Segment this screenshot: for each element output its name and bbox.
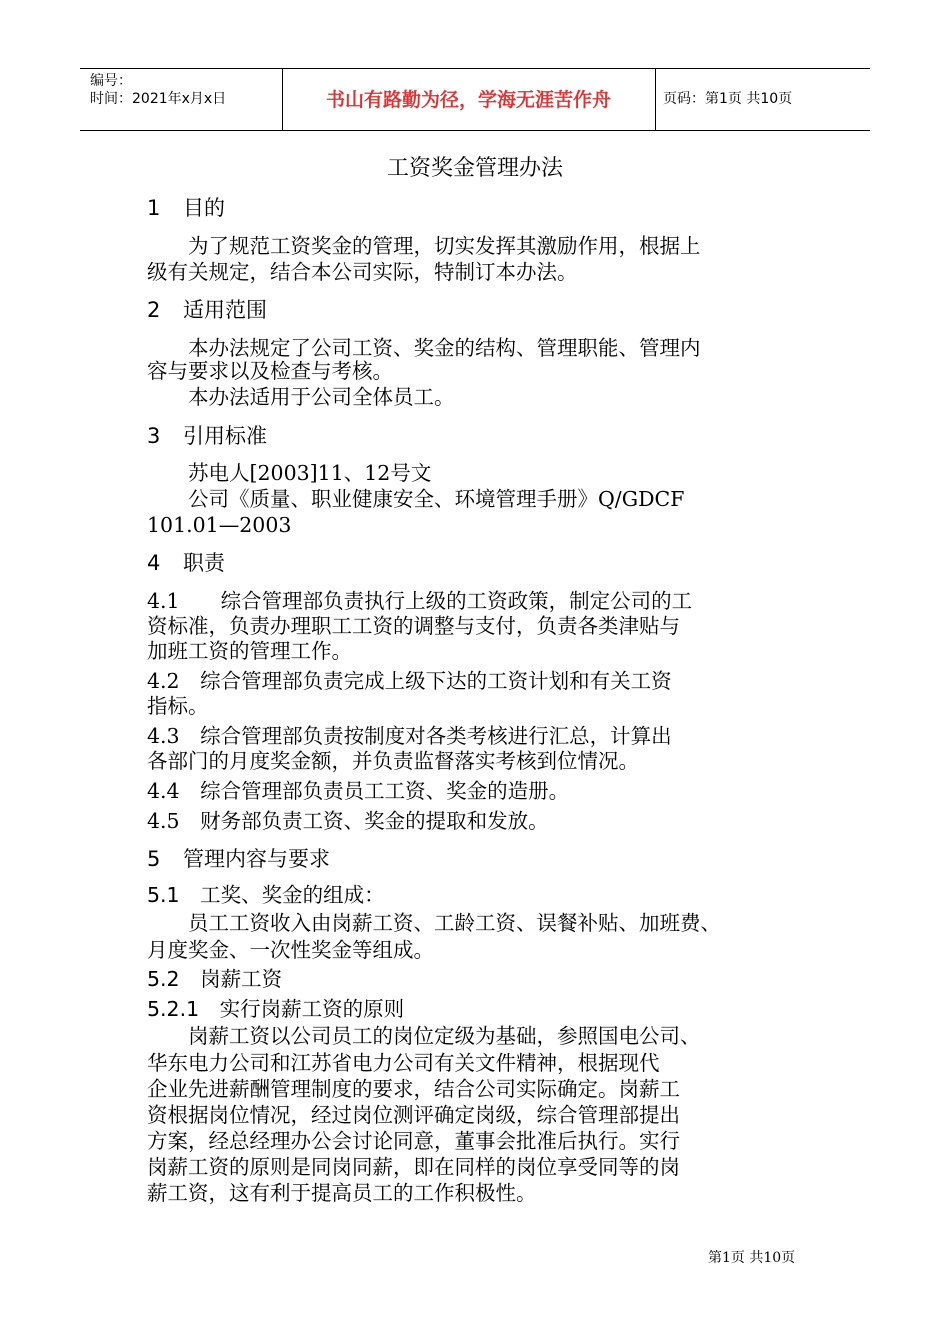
paragraph-line: 苏电人[2003]11、12号文 [147, 461, 432, 485]
section-title: 目的 [183, 196, 225, 220]
section-title: 职责 [183, 551, 225, 575]
paragraph-line: 资标准，负责办理职工工资的调整与支付，负责各类津贴与 [147, 614, 680, 638]
document-number: 编号： [90, 73, 132, 89]
section-title: 适用范围 [183, 298, 267, 322]
section-number: 3 [147, 424, 161, 448]
paragraph-line: 员工工资收入由岗薪工资、工龄工资、误餐补贴、加班费、 [147, 911, 721, 935]
page-footer: 第1页 共10页 [708, 1250, 796, 1266]
paragraph-line: 指标。 [147, 694, 209, 718]
paragraph-line: 4.2 综合管理部负责完成上级下达的工资计划和有关工资 [147, 669, 672, 693]
paragraph-line: 各部门的月度奖金额，并负责监督落实考核到位情况。 [147, 749, 639, 773]
paragraph-line: 岗薪工资以公司员工的岗位定级为基础，参照国电公司、 [147, 1024, 701, 1048]
header-divider [655, 69, 656, 130]
section-title: 引用标准 [183, 424, 267, 448]
page-header [80, 68, 870, 131]
paragraph-line: 本办法适用于公司全体员工。 [147, 385, 455, 409]
subsection-heading: 5.2.1 实行岗薪工资的原则 [147, 997, 405, 1021]
section-heading [147, 423, 267, 449]
paragraph-line: 4.3 综合管理部负责按制度对各类考核进行汇总，计算出 [147, 724, 672, 748]
paragraph-line: 4.4 综合管理部负责员工工资、奖金的造册。 [147, 779, 570, 803]
paragraph-line: 岗薪工资的原则是同岗同薪，即在同样的岗位享受同等的岗 [147, 1155, 680, 1179]
subsection-heading: 5.2 岗薪工资 [147, 967, 283, 991]
section-title: 管理内容与要求 [183, 847, 330, 871]
header-motto: 书山有路勤为径，学海无涯苦作舟 [325, 89, 611, 111]
section-heading [147, 550, 225, 576]
section-number: 4 [147, 551, 161, 575]
paragraph-line: 容与要求以及检查与考核。 [147, 359, 393, 383]
section-heading [147, 195, 225, 221]
paragraph-line: 4.5 财务部负责工资、奖金的提取和发放。 [147, 809, 549, 833]
paragraph-line: 101.01—2003 [147, 513, 292, 537]
paragraph-line: 公司《质量、职业健康安全、环境管理手册》Q/GDCF [147, 487, 685, 511]
section-heading [147, 297, 267, 323]
document-title: 工资奖金管理办法 [386, 156, 563, 181]
paragraph-line: 方案，经总经理办公会讨论同意，董事会批准后执行。实行 [147, 1129, 680, 1153]
paragraph-line: 本办法规定了公司工资、奖金的结构、管理职能、管理内 [147, 336, 701, 360]
paragraph-line: 加班工资的管理工作。 [147, 639, 352, 663]
paragraph-line: 薪工资，这有利于提高员工的工作积极性。 [147, 1181, 537, 1205]
paragraph-line: 月度奖金、一次性奖金等组成。 [147, 938, 434, 962]
subsection-heading: 5.1 工奖、奖金的组成： [147, 883, 385, 907]
paragraph-line: 4.1 综合管理部负责执行上级的工资政策，制定公司的工 [147, 589, 693, 613]
section-number: 5 [147, 847, 161, 871]
header-page-info: 页码：第1页 共10页 [663, 91, 793, 107]
document-date: 时间：2021年x月x日 [90, 91, 227, 107]
paragraph-line: 级有关规定，结合本公司实际，特制订本办法。 [147, 260, 578, 284]
section-heading [147, 846, 330, 872]
paragraph-line: 资根据岗位情况，经过岗位测评确定岗级，综合管理部提出 [147, 1103, 680, 1127]
section-number: 1 [147, 196, 161, 220]
paragraph-line: 企业先进薪酬管理制度的要求，结合公司实际确定。岗薪工 [147, 1077, 680, 1101]
paragraph-line: 为了规范工资奖金的管理，切实发挥其激励作用，根据上 [147, 234, 701, 258]
paragraph-line: 华东电力公司和江苏省电力公司有关文件精神，根据现代 [147, 1051, 660, 1075]
section-number: 2 [147, 298, 161, 322]
